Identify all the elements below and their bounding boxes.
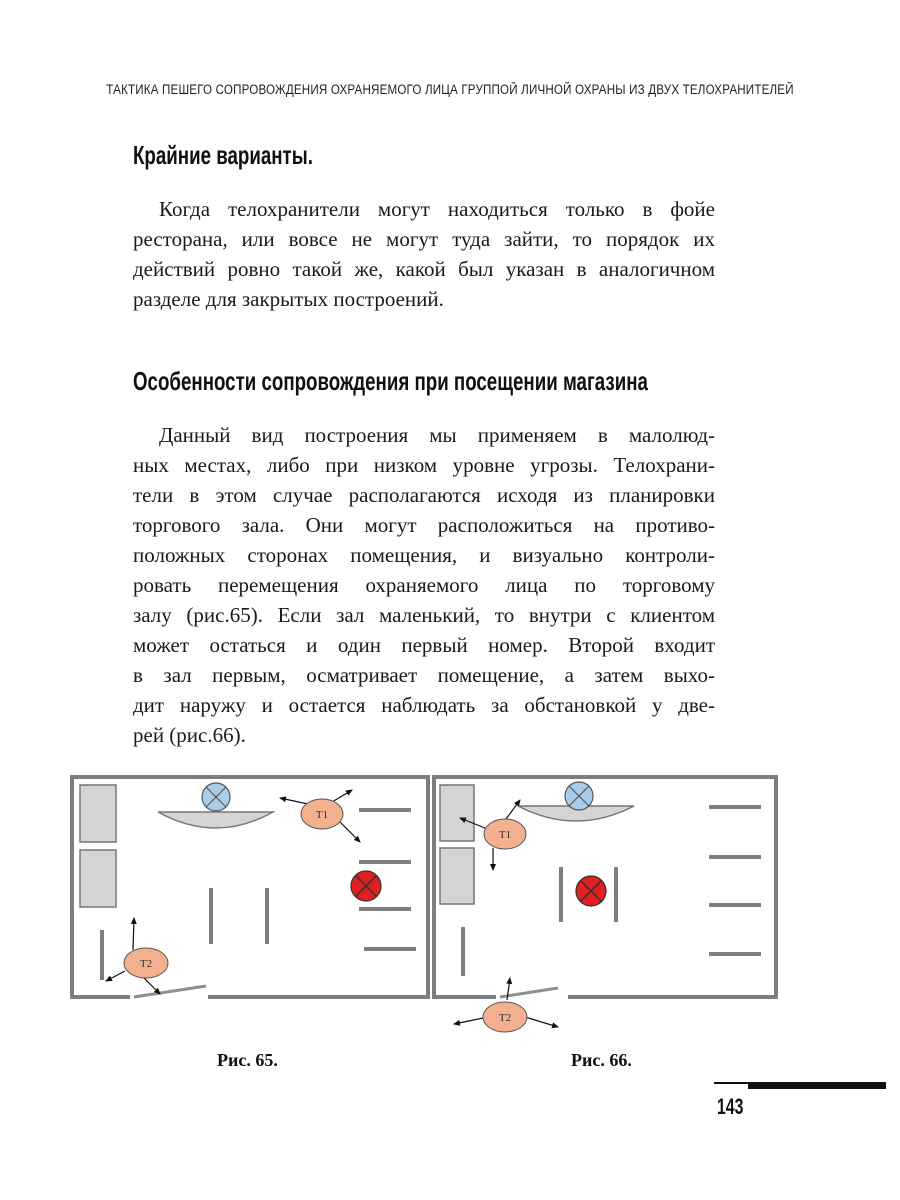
- fig65-door: [134, 986, 206, 997]
- page-number: 143: [717, 1094, 744, 1119]
- fig65-protectee-icon: [351, 871, 381, 901]
- figure-65: [72, 777, 428, 997]
- text-line: действий ровно такой же, какой был указан в аналогичном: [133, 257, 715, 281]
- text-line: ресторана, или вовсе не могут туда зайти, то порядок их: [133, 227, 715, 251]
- shop-floor-diagrams: [68, 772, 788, 1040]
- fig65-shelf-unit: [80, 785, 116, 842]
- fig65-t1-label: T1: [315, 809, 329, 821]
- page-number-bar: [748, 1082, 886, 1089]
- fig65-bodyguard-t2: [106, 918, 168, 994]
- paragraph-extreme-options: [133, 194, 715, 314]
- text-line: ровать перемещения охраняемого лица по торговому: [133, 573, 715, 597]
- paragraph-shop-visit: [133, 420, 715, 750]
- fig65-visitor-icon: [202, 783, 230, 811]
- fig66-shelf-unit: [440, 785, 474, 841]
- text-line: Данный вид построения мы применяем в малолюд-: [159, 423, 715, 447]
- text-line: тели в этом случае располагаются исходя из планировки: [133, 483, 715, 507]
- figure-66-caption: Рис. 66.: [571, 1050, 632, 1070]
- figure-66: [434, 777, 776, 1032]
- text-line: залу (рис.65). Если зал маленький, то внутри с клиентом: [133, 603, 715, 627]
- fig66-t2-label: T2: [498, 1012, 512, 1024]
- fig65-shelf-unit: [80, 850, 116, 907]
- fig66-visitor-icon: [565, 782, 593, 810]
- text-line: рей (рис.66).: [133, 723, 246, 747]
- text-line: дит наружу и остается наблюдать за обстановкой у две-: [133, 693, 715, 717]
- fig65-t2-label: T2: [139, 958, 153, 970]
- fig65-bodyguard-t1: [280, 790, 360, 842]
- text-line: торгового зала. Они могут расположиться на противо-: [133, 513, 715, 537]
- fig66-protectee-icon: [576, 876, 606, 906]
- running-head: ТАКТИКА ПЕШЕГО СОПРОВОЖДЕНИЯ ОХРАНЯЕМОГО ЛИЦА ГРУППОЙ ЛИЧНОЙ ОХРАНЫ ИЗ ДВУХ ТЕЛОХРАНИТЕЛЕЙ: [106, 82, 794, 97]
- text-line: в зал первым, осматривает помещение, а затем выхо-: [133, 663, 715, 687]
- fig66-bodyguard-t2: [454, 978, 558, 1032]
- figure-65-caption: Рис. 65.: [217, 1050, 278, 1070]
- text-line: Когда телохранители могут находиться только в фойе: [159, 197, 715, 221]
- text-line: может остаться и один первый номер. Второй входит: [133, 633, 715, 657]
- section-heading-extreme-options: Крайние варианты.: [133, 140, 313, 170]
- text-line: ных местах, либо при низком уровне угрозы. Телохрани-: [133, 453, 715, 477]
- section-heading-shop-visit: Особенности сопровождения при посещении магазина: [133, 366, 648, 396]
- text-line: разделе для закрытых построений.: [133, 287, 444, 311]
- fig66-shelf-unit: [440, 848, 474, 904]
- fig66-t1-label: T1: [498, 829, 512, 841]
- text-line: положных сторонах помещения, и визуально контроли-: [133, 543, 715, 567]
- fig65-counter: [158, 812, 273, 828]
